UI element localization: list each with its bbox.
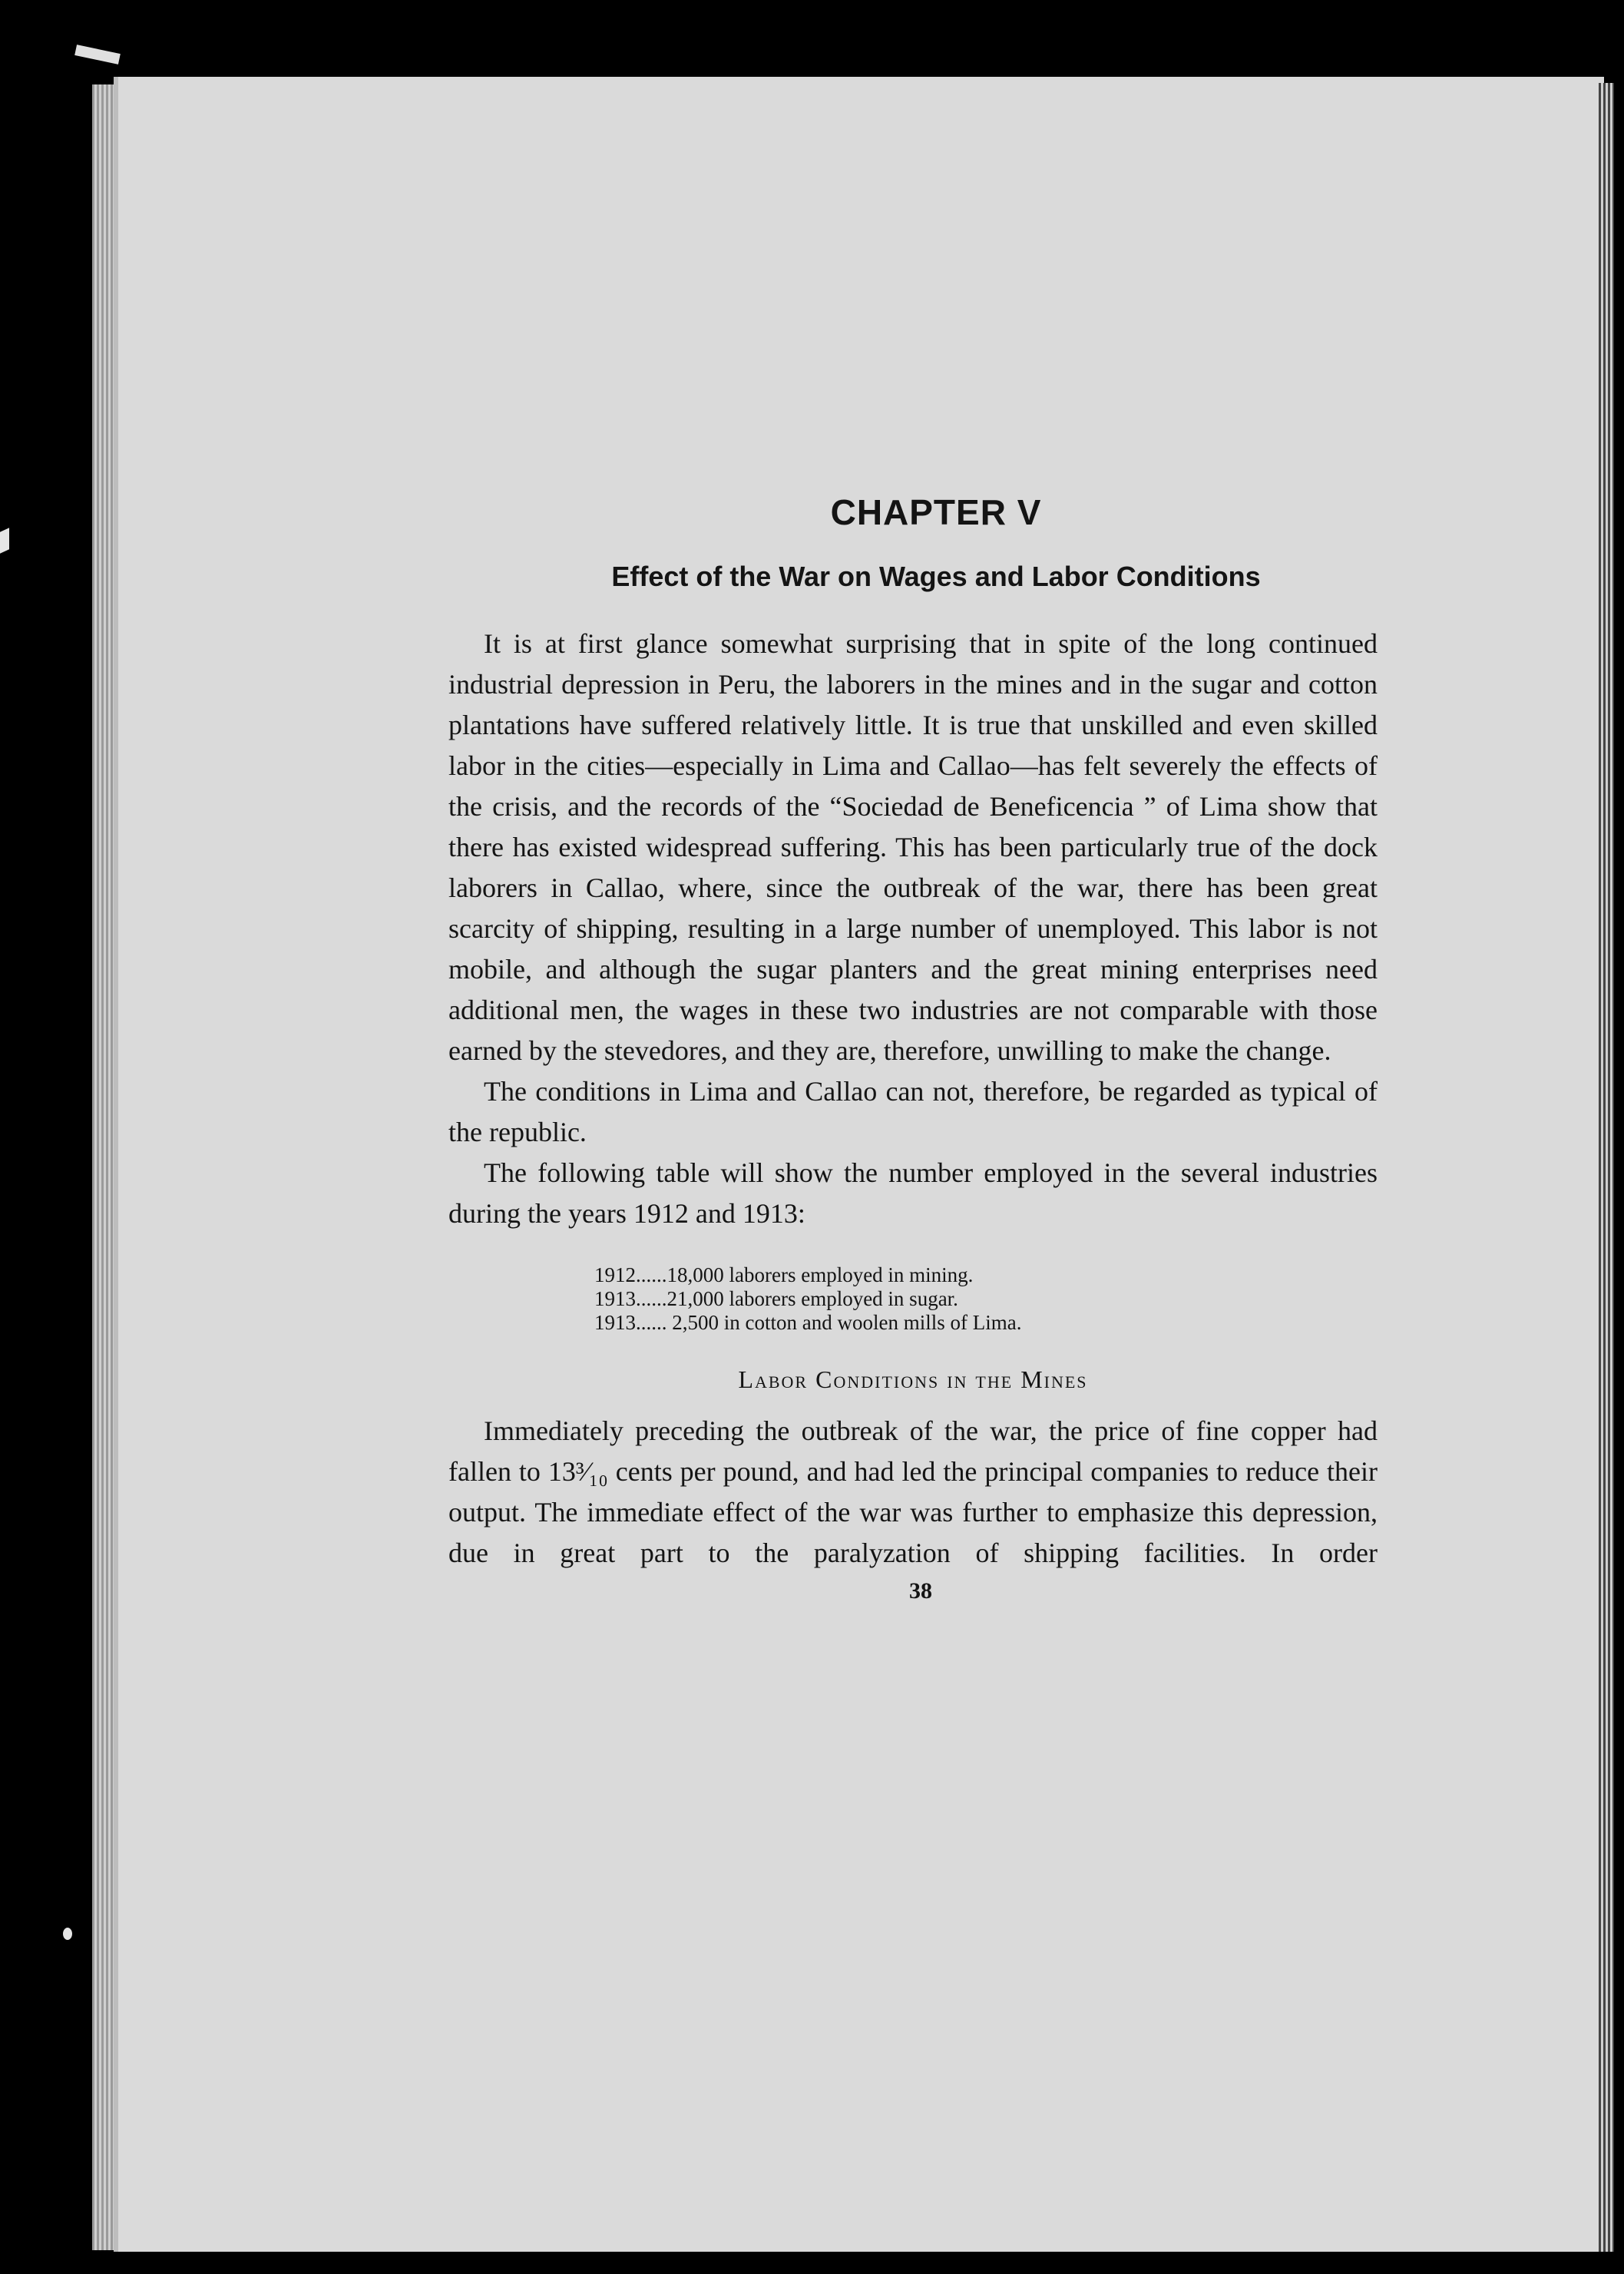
page-content — [448, 492, 1378, 1604]
left-margin-mark — [0, 528, 9, 554]
table-leader: ...... — [636, 1263, 667, 1286]
paragraph: The conditions in Lima and Callao can not, therefore, be regarded as typical of the republic. — [448, 1076, 1378, 1147]
employment-table — [594, 1263, 1378, 1335]
table-leader: ...... — [636, 1311, 673, 1334]
table-description: laborers employed in mining. — [729, 1263, 974, 1286]
paragraph: It is at first glance somewhat surprising that in spite of the long continued industrial depression in Peru, the laborers in the mines and in the sugar and cotton plantations have suffered relatively little. It is true that unskilled and even skilled labor in the cities—especially in Lima and Callao—has felt severely the effects of the crisis, and the records of the “Sociedad de Beneficencia ” of Lima show that there has existed widespread suffering. This has been particularly true of the dock laborers in Callao, where, since the outbreak of the war, there has been great scarcity of shipping, resulting in a large number of unemployed. This labor is not mobile, and although the sugar planters and the great mining enterprises need additional men, the wages in these two industries are not comparable with those earned by the stevedores, and they are, therefore, unwilling to make the change. — [448, 628, 1378, 1066]
chapter-heading: CHAPTER V — [830, 492, 1042, 532]
section-heading: Labor Conditions in the Mines — [738, 1365, 1088, 1393]
page-right-edge — [1599, 83, 1614, 2252]
paragraph: Immediately preceding the outbreak of the war, the price of fine copper had fallen to 13³⁄₁₀ cents per pound, and had led the principal companies to reduce their output. The immediate effect of the war was further to emphasize this depression, due in great part to the paralyzation of shipping facilities. In order — [448, 1415, 1378, 1568]
table-year: 1912 — [594, 1263, 636, 1286]
table-description: in cotton and woolen mills of Lima. — [723, 1311, 1022, 1334]
table-count: 2,500 — [672, 1311, 719, 1334]
left-margin-speck — [63, 1928, 72, 1940]
table-count: 21,000 — [666, 1287, 724, 1310]
table-count: 18,000 — [666, 1263, 724, 1286]
page-corner-tab — [74, 45, 121, 65]
table-row — [594, 1263, 1378, 1287]
page-number: 38 — [909, 1578, 932, 1604]
paragraph: The following table will show the number employed in the several industries during the years 1912 and 1913: — [448, 1157, 1378, 1229]
table-description: laborers employed in sugar. — [729, 1287, 958, 1310]
table-row — [594, 1287, 1378, 1311]
table-leader: ...... — [636, 1287, 667, 1310]
table-year: 1913 — [594, 1287, 636, 1310]
chapter-subtitle: Effect of the War on Wages and Labor Conditions — [611, 561, 1261, 592]
table-year: 1913 — [594, 1311, 636, 1334]
table-row — [594, 1311, 1378, 1335]
